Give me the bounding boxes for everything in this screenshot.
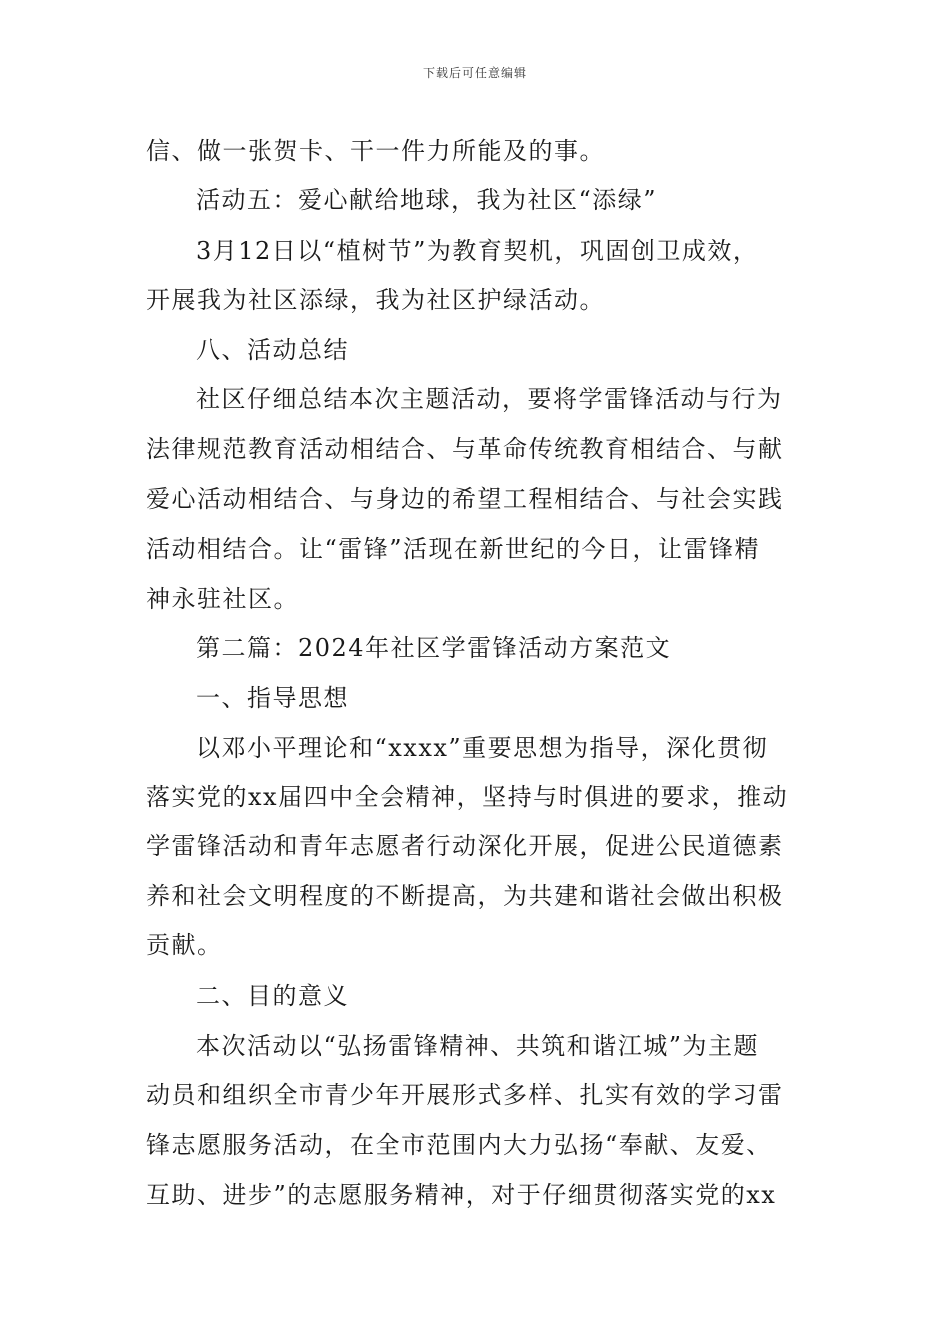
section-heading: 八、活动总结 — [196, 336, 349, 364]
page-header: 下载后可任意编辑 — [422, 66, 527, 80]
section-heading: 一、指导思想 — [196, 684, 349, 712]
text-line: 信、做一张贺卡、干一件力所能及的事。 — [146, 137, 605, 165]
text-line: 活动五：爱心献给地球，我为社区“添绿” — [196, 186, 658, 214]
text-line: 本次活动以“弘扬雷锋精神、共筑和谐江城”为主题 — [196, 1032, 760, 1060]
text-line: 爱心活动相结合、与身边的希望工程相结合、与社会实践 — [146, 485, 784, 513]
text-line: 活动相结合。让“雷锋”活现在新世纪的今日，让雷锋精 — [146, 535, 761, 563]
chapter-title: 第二篇：2024年社区学雷锋活动方案范文 — [196, 634, 672, 662]
text-line: 贡献。 — [146, 931, 223, 959]
text-line: 3月12日以“植树节”为教育契机，巩固创卫成效， — [196, 237, 759, 265]
text-line: 落实党的xx届四中全会精神，坚持与时俱进的要求，推动 — [146, 783, 789, 811]
text-line: 神永驻社区。 — [146, 585, 299, 613]
text-line: 社区仔细总结本次主题活动，要将学雷锋活动与行为 — [196, 385, 783, 413]
text-line: 开展我为社区添绿，我为社区护绿活动。 — [146, 286, 605, 314]
text-line: 互助、进步”的志愿服务精神，对于仔细贯彻落实党的xx — [146, 1181, 777, 1209]
text-line: 以邓小平理论和“xxxx”重要思想为指导，深化贯彻 — [196, 734, 769, 762]
section-heading: 二、目的意义 — [196, 982, 349, 1010]
text-line: 学雷锋活动和青年志愿者行动深化开展，促进公民道德素 — [146, 832, 784, 860]
text-line: 锋志愿服务活动，在全市范围内大力弘扬“奉献、友爱、 — [146, 1131, 772, 1159]
text-line: 动员和组织全市青少年开展形式多样、扎实有效的学习雷 — [146, 1081, 784, 1109]
text-line: 养和社会文明程度的不断提高，为共建和谐社会做出积极 — [146, 882, 784, 910]
text-line: 法律规范教育活动相结合、与革命传统教育相结合、与献 — [146, 435, 784, 463]
